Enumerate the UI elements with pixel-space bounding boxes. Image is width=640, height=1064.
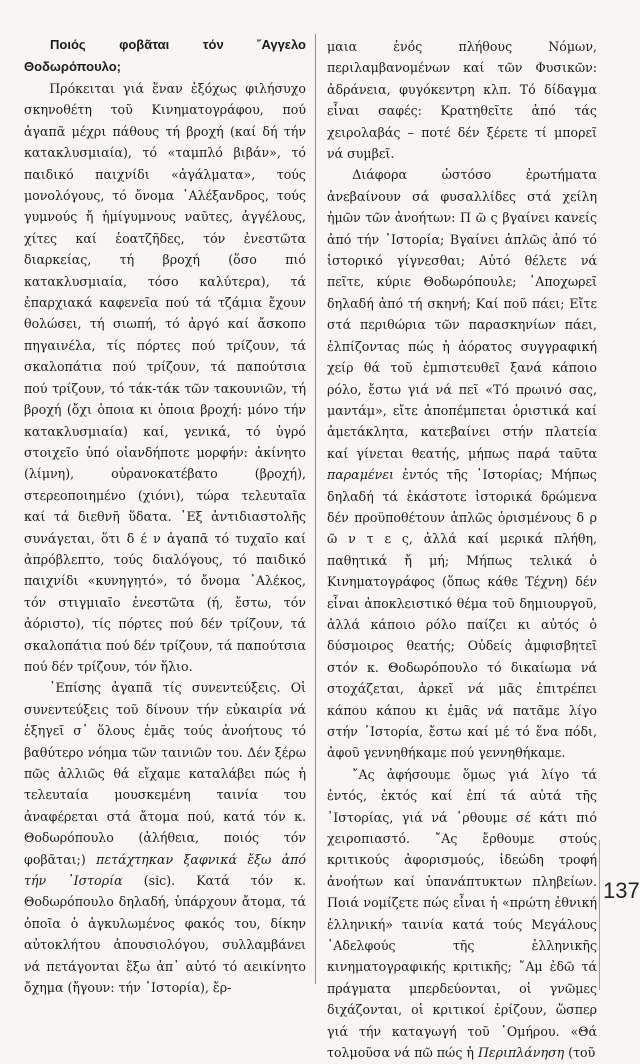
paragraph-2-text-b: (sic). Κατά τόν κ. Θοδωρόπουλο δηλαδή, ὑπάρχουν ἄτομα, τά ὁποῖα ὁ ἀγκυλωμένος φακός του, δίκην αὐτοκλήτου ἀπουσιολόγου, συλλαμβάνει νά πετάγονται ἔξω ἀπ᾿ αὐτό τό αειкίνητο ὄχημα (ἤγουν: τήν ᾿Ιστορία), ἔρ- — [24, 873, 306, 996]
paragraph-2-text-a: ᾿Επίσης ἀγαπᾶ τίς συνεντεύξεις. Οἱ συνεντεύξεις τοῦ δίνουν τήν εὐκαιρία νά ἐξηγεῖ σ᾿ ὅλους ἐμᾶς τούς ἀνοήτους τό βαθύτερο νόημα τῶν ταινιῶν του. Δέν ξέρω πῶς ἀλλιῶς θά εἴχαμε καταλάβει πώς ἡ τελευταία μουσκεμένη ταινία του ἀναφέρεται στά ἄτομα πού, κατά τόν κ. Θοδωρόπουλο (ἀλήθεια, ποιός τόν φοβᾶται;) — [24, 680, 306, 867]
paragraph-5-text-a: ῎Ας ἀφήσουμε ὅμως γιά λίγο τά ἐντός, ἐκτός καί ἐπί τά αὐτά τῆς ᾿Ιστορίας, γιά νά ῾ρθουμε σέ κάτι πιό χειροπιαστό. ῎Ας ἔρθουμε στούς κριτικούς ἀφορισμούς, ἰδεώδη τροφή ἀνοήτων καί ὑπανάπτυκτων πληβείων. Ποιά νομίζετε πώς εἶναι ἡ «πρώτη ἐθνική ἑλληνική» ταινία κατά τούς Μεγάλους ᾿Αδελφούς τῆς ἑλληνικῆς κινηματογραφικής κριτικῆς; ῎Αμ ἐδῶ τά πράγματα μπερδεύονται, οἱ γνῶμες διχάζονται, οἱ κριτικοί ἐρίζουν, ὥσπερ γιά τήν καταγωγή τοῦ ῾Ομήρου. «Θά τολμοῦσα νά πῶ πώς ἡ — [327, 766, 597, 1061]
paragraph-3: μαια ἑνός πλήθους Νόμων, περιλαμβανομένων καί τῶν Φυσικῶν: ἀδράνεια, φυγόκεντρη κλπ. Τό δίδαγμα εἶναι σαφές: Κρατηθεῖτε ἀπό τάς χειρολαβάς – ποτέ δέν ξέρετε τί μπορεῖ νά συμβεῖ. — [327, 39, 597, 162]
article-title: Ποιός φοβᾶται τόν ῎Αγγελο Θοδωρόπουλο; — [24, 37, 306, 74]
left-column — [24, 34, 306, 998]
paragraph-4 — [327, 164, 597, 763]
page-number-divider — [599, 840, 600, 990]
paragraph-5 — [327, 764, 597, 1064]
paragraph-5-emphasis: Περιπλάνηση — [477, 1045, 565, 1061]
right-column — [327, 36, 597, 1064]
paragraph-4-emphasis: παραμένει — [327, 467, 394, 483]
paragraph-1: Πρόκειται γιά ἕναν ἐξόχως φιλήσυχο σκηνοθέτη τοῦ Κινηματογράφου, πού ἀγαπᾶ μέχρι πάθους τή βροχή (καί δή τήν κατακλυσμιαία), τό «ταμπλό βιβάν», τό παιδικό παιχνίδι «ἀγάλματα», τούς μονολόγους, τό ὄνομα ᾿Αλέξανδρος, τούς γυμνούς ἤ ἡμίγυμνους ναῦτες, ἀγγέλους, χίτες καί ἑοατζῆδες, τόν ἐνεστῶτα διαρκείας, τή βροχή (ὅσο πιό κατακλυσμιαία, τόσο καλύτερα), τά ἐπαρχιακά καφενεῖα πού τά τζάμια ἔχουν θολώσει, τή σιωπή, τό ἀργό καί ἄσκοπο πηγαινέλα, τίς πόρτες πού τρίζουν, τά σκαλοπάτια πού τρίζουν, τά παπούτσια πού τρίζουν, τό τάκ-τάκ τῶν τακουνιῶν, τή βροχή (ὄχι ὁποια κι ὁποια βροχή: μόνο τήν κατακλυσμιαία) καί, γενικά, τό ὑγρό στοιχεῖο ὑπό οἱανδήποτε μορφήν: ἀκίνητο (λίμνη), οὐρανοκατέβατο (βροχή), στερεοποιημένο (χιόνι), τώρα τελευταῖα καί τά διεθνῆ ὕδατα. ᾿Εξ ἀντιδιαστολῆς συνάγεται, ὅτι δ έ ν ἀγαπᾶ τό τυχαῖο καί ἀπρόβλεπτο, τούς διαλόγους, τό παιδικό παιχνίδι «κυνηγητό», τό ὄνομα ᾿Αλέκος, τόν στιγμιαῖο ἐνεστῶτα (ή, ἔστω, τόν ἀόριστο), τίς πόρτες πού δέν τρίζουν, τά σκαλοπάτια πού δέν τρίζουν, τά παπούτσια πού δέν τρίζουν, τόν ἥλιο. — [24, 81, 306, 674]
page-number: 137 — [603, 878, 640, 903]
paragraph-5-text-b: (τοῦ — [568, 1045, 596, 1061]
paragraph-4-text-b: ἐντός τῆς ᾿Ιστορίας; Μήπως δηλαδή τά ἑκάστοτε ἱστορικά δρώμενα δέν προϋποθέτουν ἁπλῶς ὁρισμένους δ ρ ῶ ν τ ε ς, ἀλλά καί μερικά πλήθη, παθητικά ἤ μή; Μήπως τελικά ὁ Κινηματογράφος (ὅπως κάθε Τέχνη) δέν εἶναι ἀποκλειστικό θέμα τοῦ δημιουργοῦ, ἀλλά κάποιο ρόλο παίζει κι αὐτός ὁ δύσμοιρος θεατής; Οὐδείς ἀμφισβητεῖ στόν κ. Θοδωρόπουλο τό δικαίωμα νά στοχάζεται, ἀρκεῖ νά μᾶς ἐπιτρέπει κάπου κάπου κι ἐμᾶς νά πατᾶμε λίγο στήν ᾿Ιστορία, ἔστω καί μέ τό ἕνα πόδι, ἀφοῦ γεννηθήκαμε πού γεννηθήκαμε. — [327, 467, 597, 761]
paragraph-4-text-a: Διάφορα ὡστόσο ἐρωτήματα ἀνεβαίνουν σά φυσαλλίδες στά χείλη ἡμῶν τῶν ἀνοήτων: Π ῶ ς βγαίνει κανείς ἀπό τήν ᾿Ιστορία; Βγαίνει ἁπλῶς ἀπό τό ἱστορικό γίγνεσθαι; Αὐτό θέλετε νά πεῖτε, κύριε Θοδωρόπουλε; ᾿Αποχωρεῖ δηλαδή ἀπό τή σκηνή; Καί ποῦ πάει; Εἴτε στά περιθώρια τῶν παρασκηνίων πάει, ἐλπίζοντας πώς ἡ ἀόρατος συγγραφική χείρ θά τοῦ ἐμπιστευθεῖ ξανά κάποιο ρόλο, ἔστω γιά νά πεῖ «Τό πρωινό σας, μαντάμ», εἴτε ἀποπέμπεται ὁριστικά καί ἀμετάκλητα, κατεβαίνει στήν πλατεία καί γίνεται θεατής, μήπως παρά ταῦτα — [327, 167, 597, 461]
paragraph-2-emphasis: πετάχτηκαν ξαφνικά ἔξω ἀπό τήν ᾿Ιστορία — [24, 851, 306, 889]
paragraph-2 — [24, 677, 306, 998]
column-divider — [315, 34, 316, 984]
